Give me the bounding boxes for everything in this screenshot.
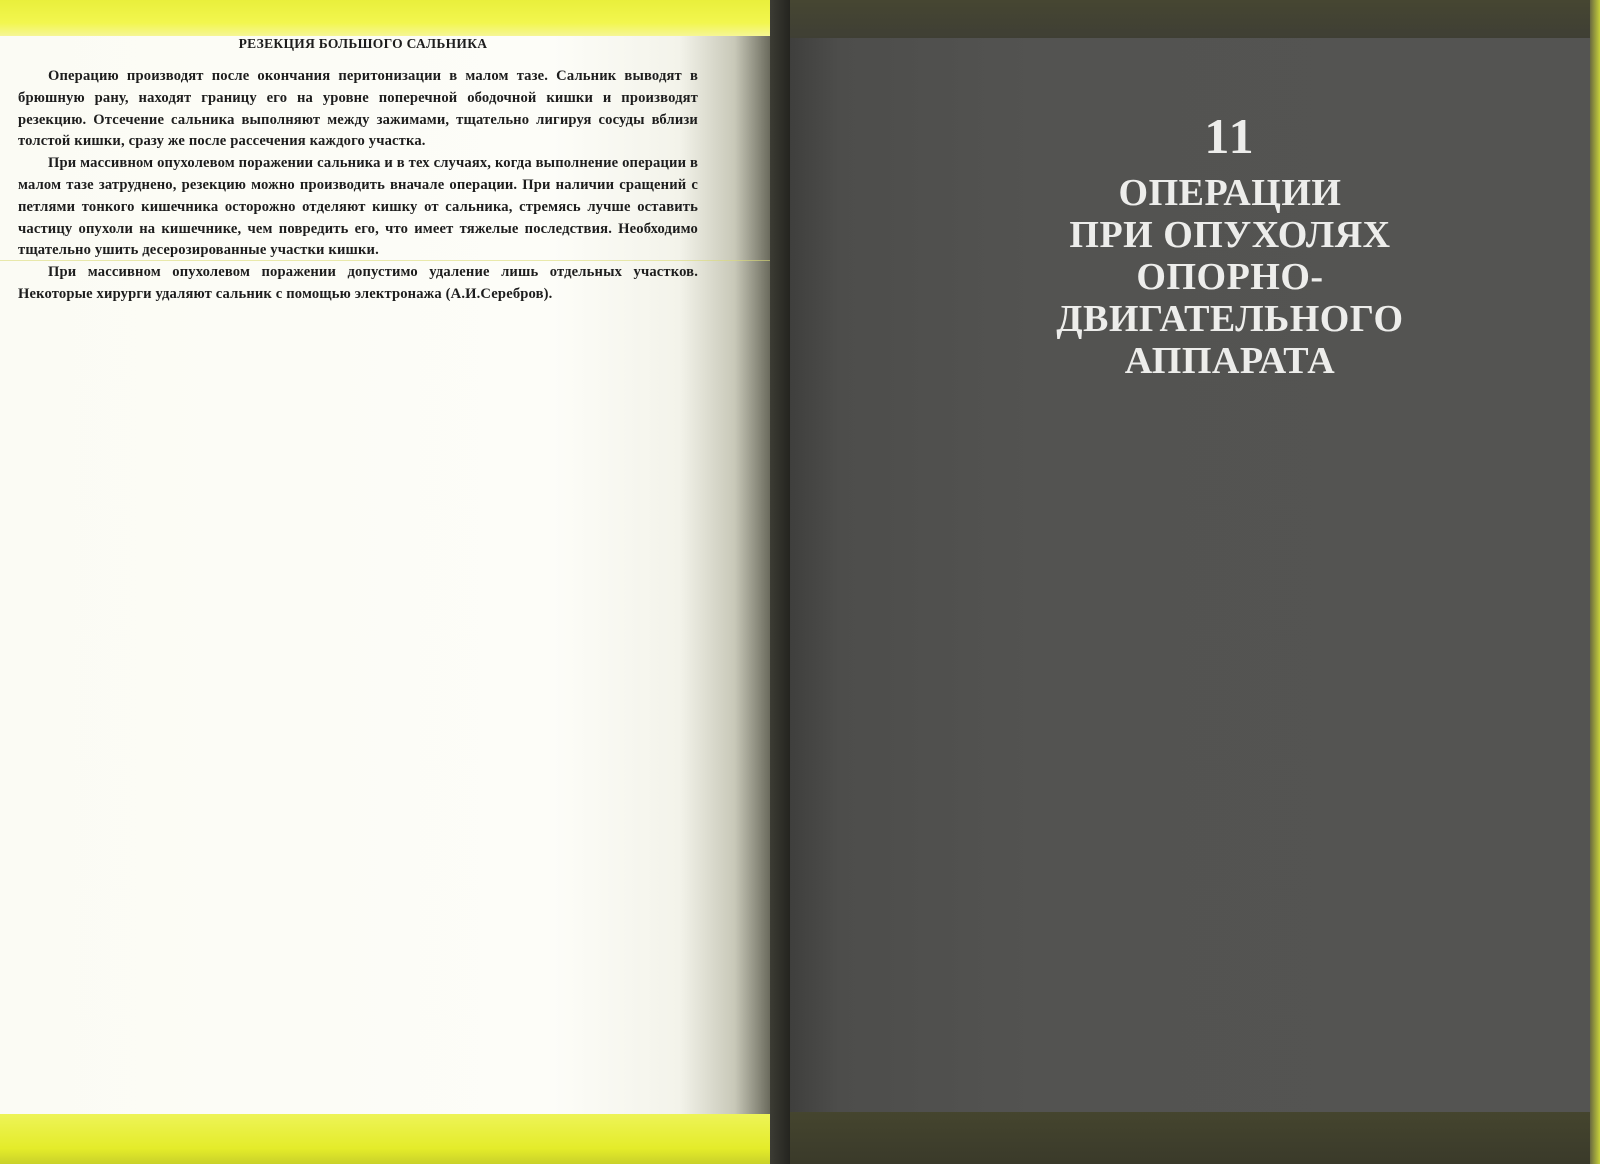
chapter-number: 11: [1204, 108, 1256, 164]
chapter-title-line: ПРИ ОПУХОЛЯХ: [1069, 214, 1391, 256]
running-head: РЕЗЕКЦИЯ БОЛЬШОГО САЛЬНИКА: [238, 36, 488, 51]
left-page-text: [18, 36, 698, 306]
paragraph: При массивном опухолевом поражении сальника и в тех случаях, когда выполнение операции в малом тазе затруднено, резекцию можно производить вначале операции. При наличии сращений с петлями тонкого кишечника осторожно отделяют кишку от сальника, стремясь лучше оставить частицу опухоли на кишечнике, чем повредить его, что имеет тяжелые последствия. Необходимо тщательно ушить десерозированные участки кишки.: [18, 155, 698, 259]
paragraph: При массивном опухолевом поражении допустимо удаление лишь отдельных участков. Некоторые хирурги удаляют сальник с помощью электронажа (А.И.Серебров).: [18, 264, 698, 302]
left-page: [0, 36, 790, 1114]
chapter-title-line: ОПОРНО-: [1136, 256, 1324, 298]
chapter-title-line: ОПЕРАЦИИ: [1118, 172, 1342, 214]
right-page-top-edge: [790, 0, 1600, 38]
paragraph: Операцию производят после окончания перитонизации в малом тазе. Сальник выводят в брюшную рану, находят границу его на уровне поперечной ободочной кишки и производят резекцию. Отсечение сальника выполняют между зажимами, тщательно лигируя сосуды вблизи толстой кишки, сразу же после рассечения каждого участка.: [18, 68, 698, 150]
chapter-title-line: ДВИГАТЕЛЬНОГО: [1056, 298, 1404, 340]
chapter-title-line: АППАРАТА: [1124, 340, 1336, 382]
right-page-bottom-edge: [790, 1112, 1600, 1164]
scan-edge-right: [1590, 0, 1600, 1164]
chapter-title-block: [1030, 106, 1430, 382]
right-page: [790, 38, 1600, 1114]
